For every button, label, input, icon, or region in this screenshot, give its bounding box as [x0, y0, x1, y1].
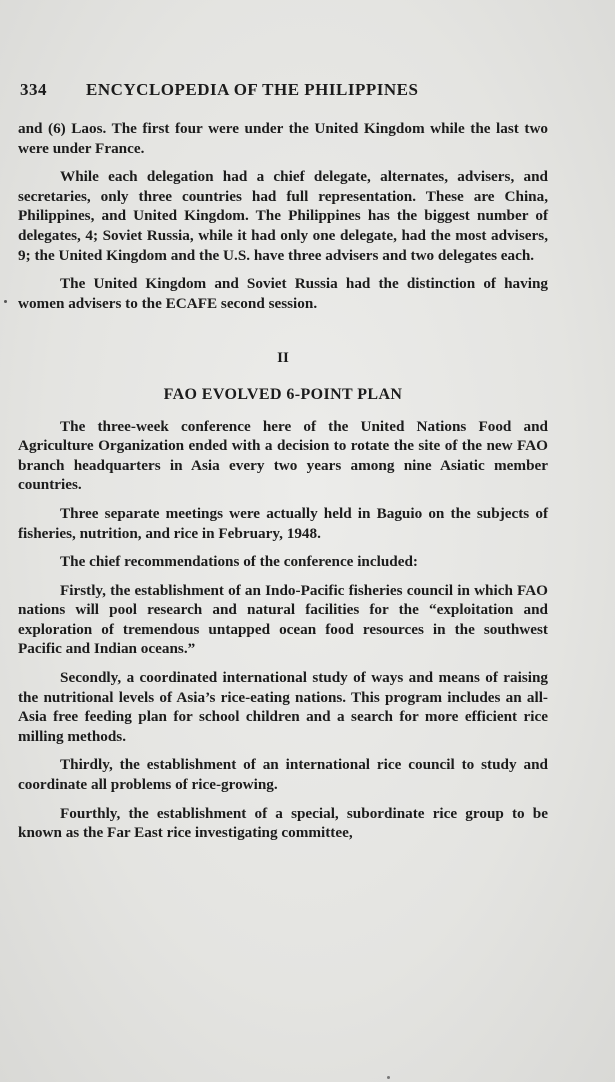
paragraph-recommendations-intro: The chief recommendations of the conference included:	[60, 553, 418, 571]
page-number: 334	[20, 80, 47, 99]
paragraph-fourthly: Fourthly, the establishment of a special, subordinate rice group to be known as the Far East rice investigating committee,	[18, 804, 548, 842]
paragraph-delegations: While each delegation had a chief delegate, alternates, advisers, and secretaries, only three countries had full representation. These are China, Philippines, and United Kingdom. The Philippines has the biggest number of delegates, 4; Soviet Russia, while it had only one delegate, had the most advisers, 9; the United Kingdom and the U.S. have three advisers and two delegates each.	[18, 168, 548, 264]
section-title: FAO EVOLVED 6-POINT PLAN	[163, 385, 403, 403]
bottom-speck	[387, 1076, 390, 1079]
paragraph-continuation: and (6) Laos. The first four were under the United Kingdom while the last two were under France.	[18, 120, 548, 157]
running-title: ENCYCLOPEDIA OF THE PHILIPPINES	[86, 80, 419, 99]
running-header	[20, 80, 540, 100]
paragraph-firstly: Firstly, the establishment of an Indo-Pacific fisheries council in which FAO nations will pool research and natural facilities for the “exploitation and exploration of tremendous untapped ocean food resources in the southwest Pacific and Indian oceans.”	[18, 581, 548, 658]
paragraph-women-advisers: The United Kingdom and Soviet Russia had the distinction of having women advisers to the ECAFE second session.	[18, 275, 548, 312]
section-number: II	[277, 350, 289, 367]
paragraph-thirdly: Thirdly, the establishment of an international rice council to study and coordinate all problems of rice-growing.	[18, 756, 548, 794]
paragraph-conference: The three-week conference here of the United Nations Food and Agriculture Organization ended with a decision to rotate the site of the new FAO branch headquarters in Asia every two years among nine Asiatic member countries.	[18, 417, 548, 494]
page-body	[18, 119, 548, 852]
margin-speck	[4, 300, 7, 303]
paragraph-secondly: Secondly, a coordinated international study of ways and means of raising the nutritional levels of Asia’s rice-eating nations. This program includes an all-Asia free feeding plan for school children and a search for more efficient rice milling methods.	[18, 669, 548, 745]
paragraph-meetings: Three separate meetings were actually held in Baguio on the subjects of fisheries, nutrition, and rice in February, 1948.	[18, 504, 548, 542]
